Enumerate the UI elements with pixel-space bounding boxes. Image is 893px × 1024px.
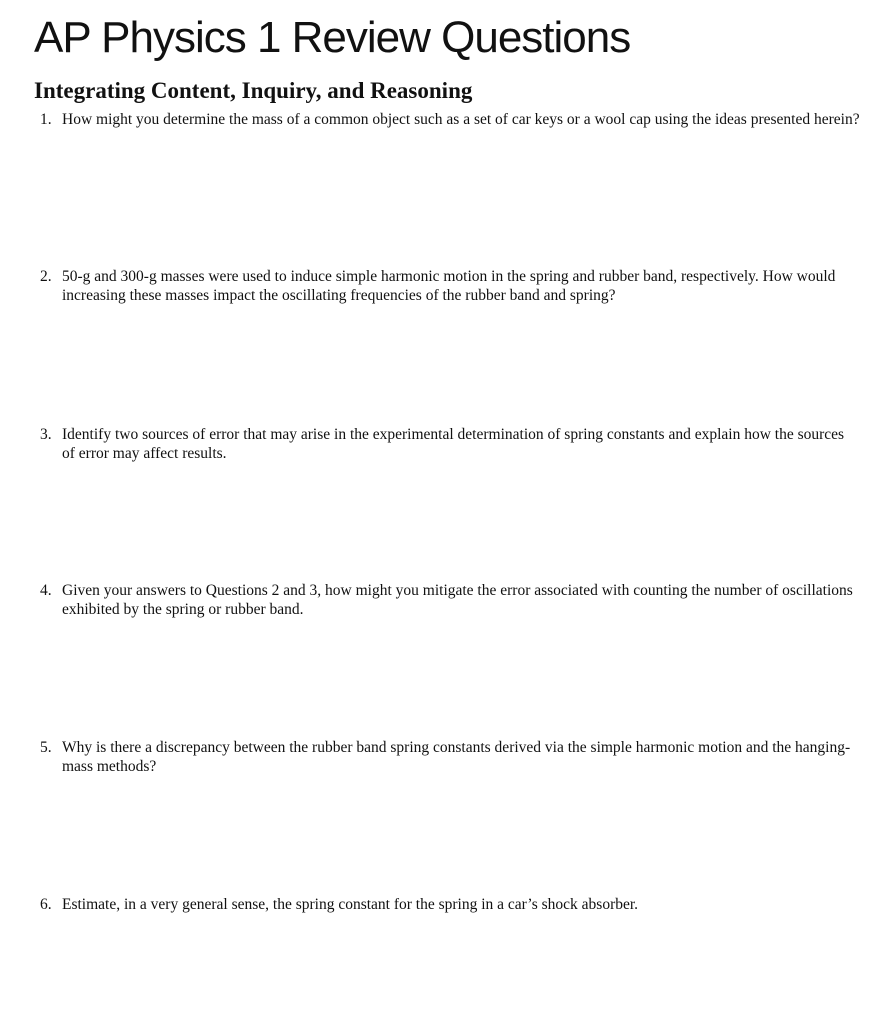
page-title: AP Physics 1 Review Questions [34, 13, 631, 62]
question-text: 50-g and 300-g masses were used to induce simple harmonic motion in the spring and rubber band, respectively. How would increasing these masses impact the oscillating frequencies of the rubber band and spring? [62, 268, 836, 304]
question-4 [40, 581, 860, 619]
question-text: Identify two sources of error that may arise in the experimental determination of spring constants and explain how the sources of error may affect results. [62, 426, 845, 462]
question-number: 2. [40, 268, 52, 285]
question-text: Estimate, in a very general sense, the spring constant for the spring in a car’s shock absorber. [62, 896, 639, 913]
question-5 [40, 738, 860, 776]
question-number: 1. [40, 111, 52, 128]
section-heading: Integrating Content, Inquiry, and Reasoning [34, 78, 473, 103]
question-number: 6. [40, 896, 52, 913]
question-number: 4. [40, 582, 52, 599]
question-number: 5. [40, 739, 52, 756]
question-2 [40, 267, 860, 305]
question-1 [40, 110, 860, 129]
question-number: 3. [40, 426, 52, 443]
question-3 [40, 425, 860, 463]
question-text: Given your answers to Questions 2 and 3, how might you mitigate the error associated with counting the number of oscillations exhibited by the spring or rubber band. [62, 582, 853, 618]
question-text: Why is there a discrepancy between the rubber band spring constants derived via the simple harmonic motion and the hanging-mass methods? [62, 739, 851, 775]
question-text: How might you determine the mass of a common object such as a set of car keys or a wool cap using the ideas presented herein? [62, 111, 860, 128]
question-6 [40, 895, 860, 914]
